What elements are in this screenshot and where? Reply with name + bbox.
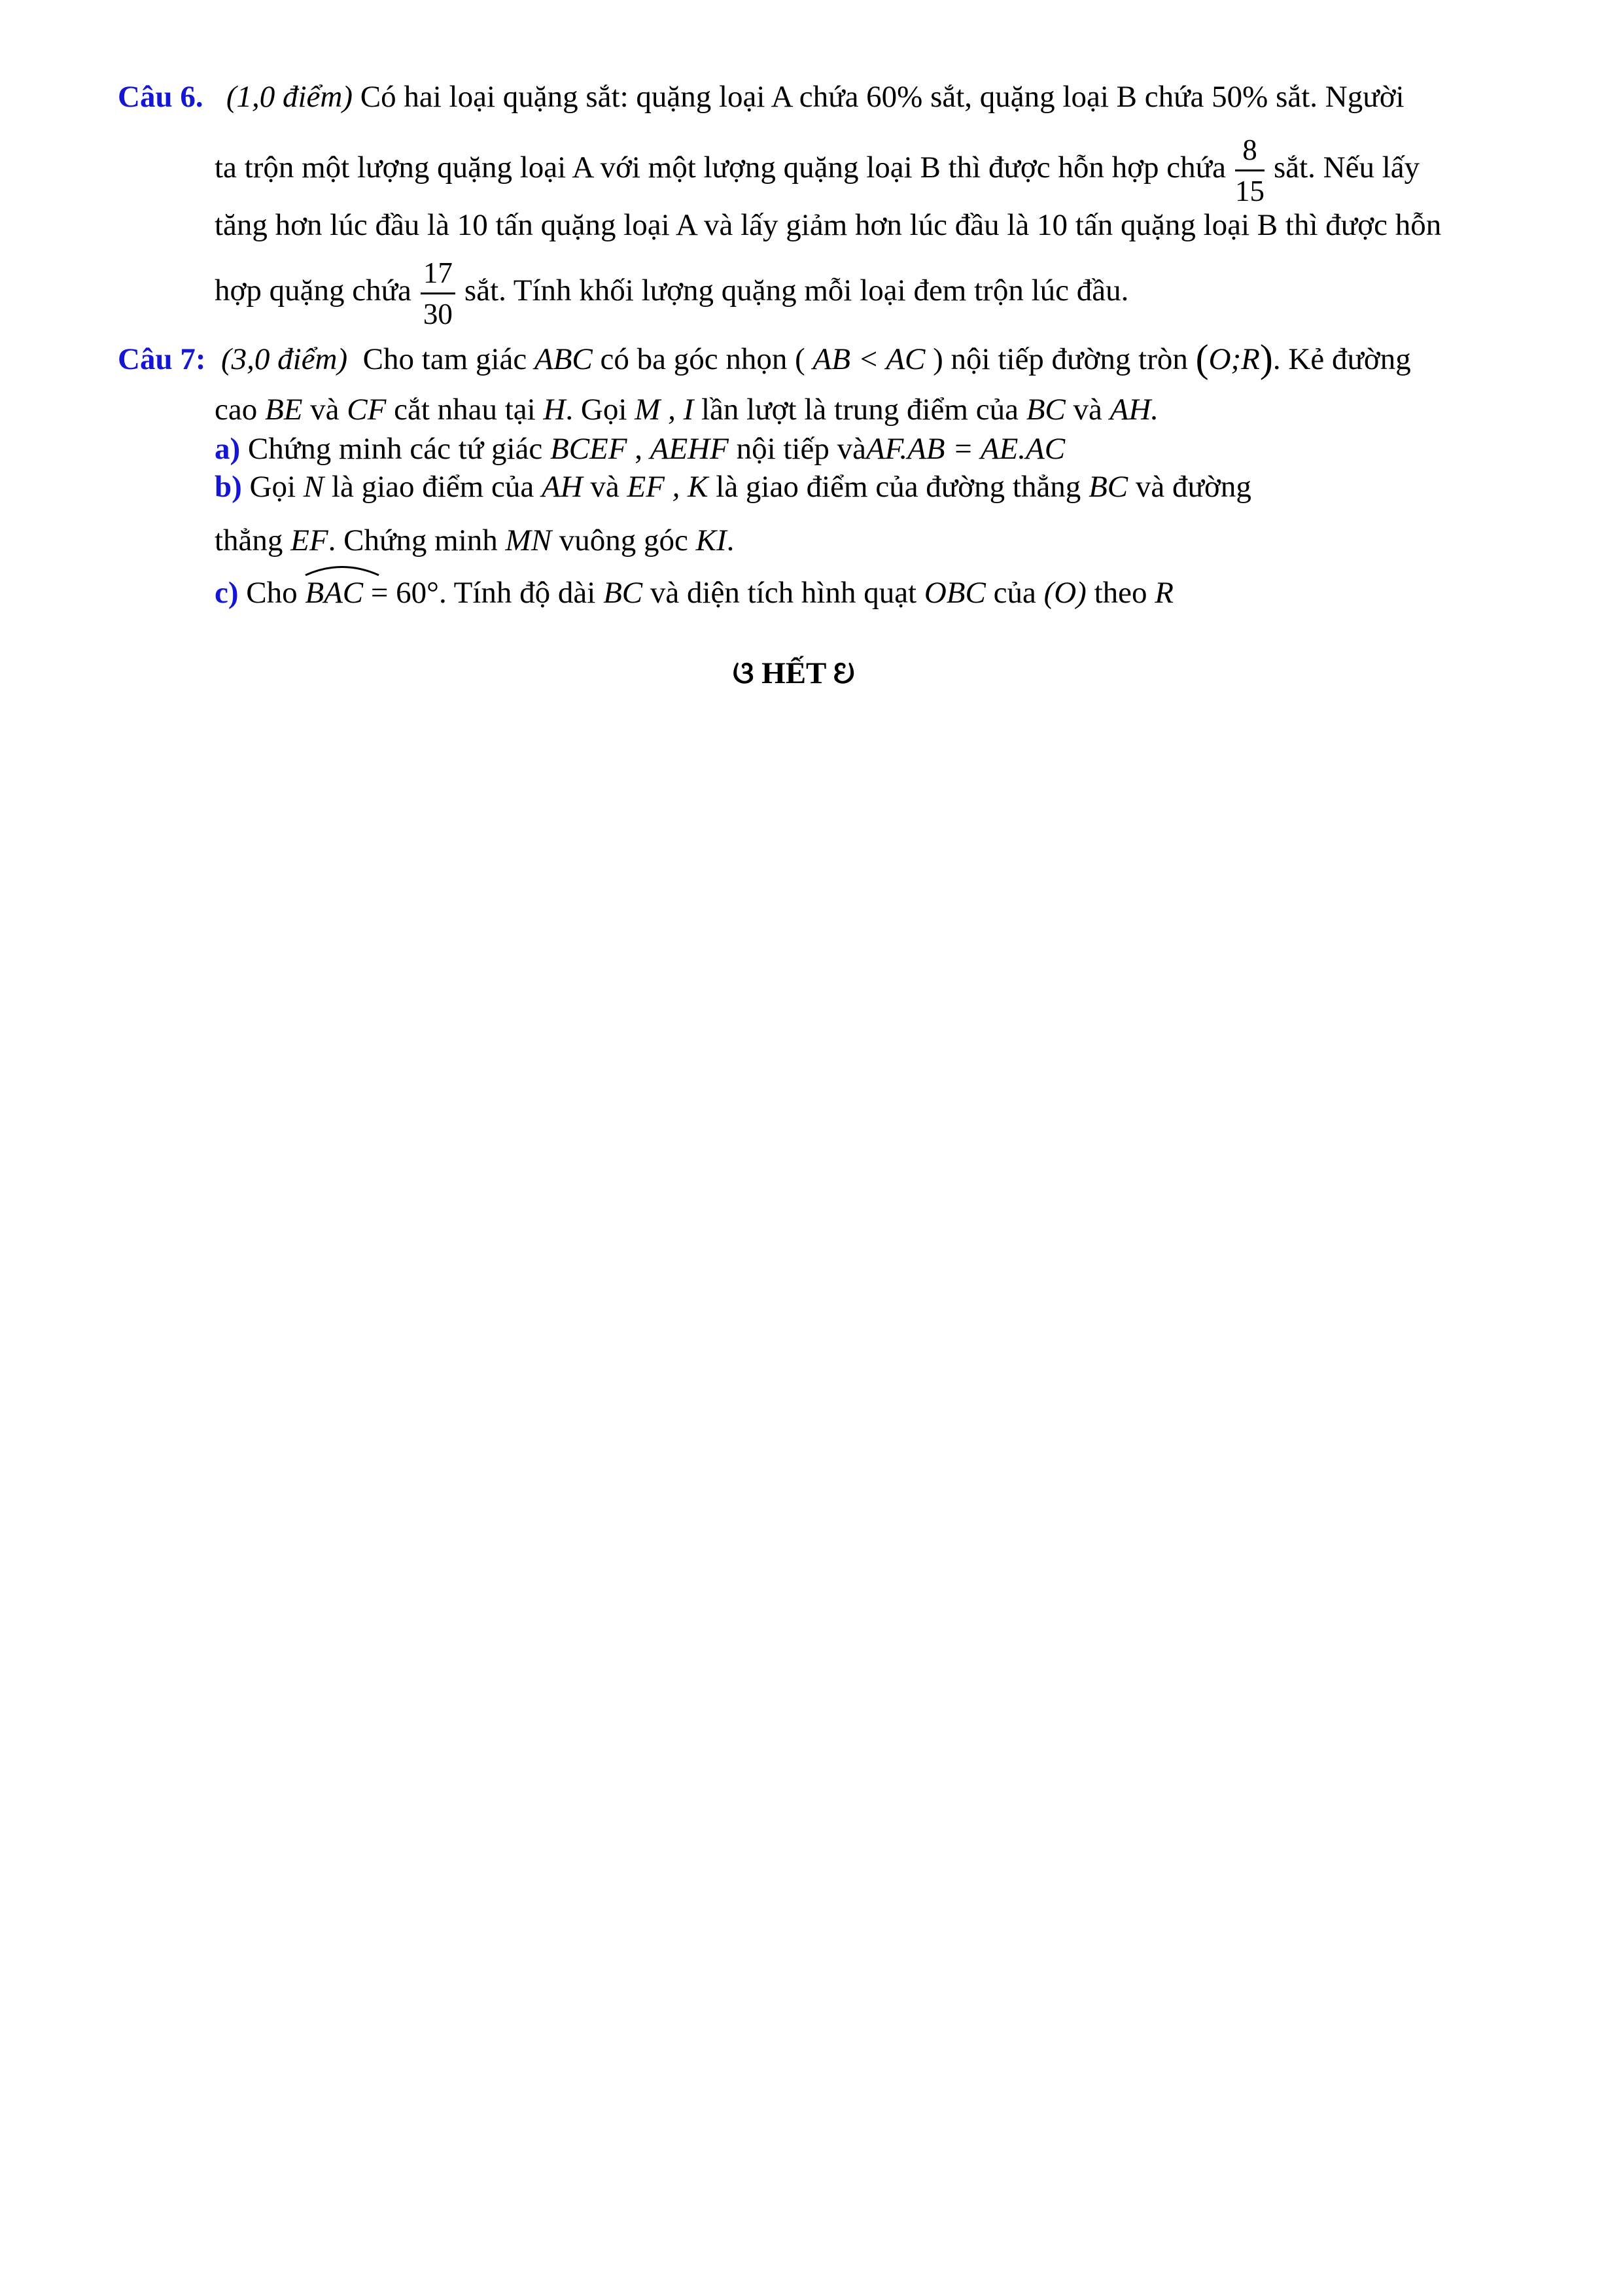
q7-text: Cho <box>246 576 298 610</box>
q7-math: H <box>543 393 566 427</box>
left-paren: ( <box>1195 337 1209 380</box>
part-c-label: c) <box>215 576 239 610</box>
q7-text: Gọi <box>249 470 296 504</box>
q6-fraction-1 <box>1235 132 1265 209</box>
q7-math: AH <box>541 470 583 504</box>
q6-text-4b: sắt. Tính khối lượng quặng mỗi loại đem trộn lúc đầu. <box>464 274 1129 308</box>
part-a-label: a) <box>215 432 241 466</box>
q7-math: CF <box>347 393 387 427</box>
q6-text-2b: sắt. Nếu lấy <box>1273 150 1420 185</box>
q7-text: lần lượt là trung điểm của <box>701 393 1019 427</box>
q7-text: ) nội tiếp đường tròn <box>933 342 1188 376</box>
q7-math: BAC <box>305 576 364 610</box>
right-paren: ) <box>1259 337 1273 380</box>
part-b-label: b) <box>215 470 242 504</box>
q7-part-b <box>215 467 1251 506</box>
q7-text: vuông góc <box>559 523 688 557</box>
q7-text: nội tiếp và <box>736 432 866 466</box>
q7-part-c <box>215 573 1174 612</box>
q6-text-4a: hợp quặng chứa <box>215 274 411 308</box>
q7-text: là giao điểm của <box>331 470 534 504</box>
q7-text: của <box>993 576 1036 610</box>
q7-text: . Gọi <box>565 393 627 427</box>
q7-math: OBC <box>924 576 986 610</box>
q7-part-b-line-2 <box>215 521 734 560</box>
q7-line-2 <box>215 390 1159 429</box>
end-text: HẾT <box>761 656 826 690</box>
q7-text: có ba góc nhọn ( <box>600 342 805 376</box>
q6-text-1: Có hai loại quặng sắt: quặng loại A chứa 60% sắt, quặng loại B chứa 50% sắt. Người <box>360 80 1405 114</box>
q7-math: (O) <box>1043 576 1087 610</box>
q7-text: thẳng <box>215 523 283 557</box>
q6-fraction-1-denominator: 15 <box>1234 174 1265 207</box>
q7-math: = 60° <box>370 576 439 610</box>
q7-part-a <box>215 429 1065 468</box>
q7-math: O;R <box>1208 342 1260 376</box>
end-marker <box>733 656 855 692</box>
q7-text: và <box>1073 393 1102 427</box>
q6-points: (1,0 điểm) <box>226 80 353 114</box>
q7-math: N <box>303 470 324 504</box>
q7-points: (3,0 điểm) <box>220 342 348 376</box>
q7-text: , <box>635 432 642 466</box>
q7-math: AEHF <box>650 432 729 466</box>
q7-text: Chứng minh các tứ giác <box>247 432 543 466</box>
q7-line-1 <box>118 339 1411 379</box>
q7-math: K <box>688 470 708 504</box>
left-ornament-icon: ଓ <box>733 656 754 690</box>
q7-math: BC <box>1089 470 1128 504</box>
q7-math: R <box>1155 576 1174 610</box>
q7-text: theo <box>1094 576 1147 610</box>
q7-text: . Tính độ dài <box>438 576 596 610</box>
q7-text: Cho tam giác <box>362 342 527 376</box>
q6-fraction-2-denominator: 30 <box>423 297 453 330</box>
q7-math: KI <box>695 523 727 557</box>
q7-text: . <box>726 523 735 557</box>
q7-math: MN <box>505 523 552 557</box>
q7-text: . Chứng minh <box>328 523 498 557</box>
angle-arc-symbol <box>305 573 363 612</box>
q6-line-4 <box>215 251 1128 332</box>
q7-math: EF , <box>627 470 680 504</box>
q7-math: AH. <box>1109 393 1159 427</box>
q7-text: và <box>590 470 620 504</box>
q7-math: BC <box>1026 393 1066 427</box>
q7-math: M , I <box>635 393 694 427</box>
q6-text-3: tăng hơn lúc đầu là 10 tấn quặng loại A và lấy giảm hơn lúc đầu là 10 tấn quặng loại B thì được hỗn <box>215 208 1442 242</box>
q7-label: Câu 7: <box>118 342 206 376</box>
q7-math: AB < AC <box>812 342 926 376</box>
q7-text: và diện tích hình quạt <box>650 576 917 610</box>
q7-text: . Kẻ đường <box>1272 342 1411 376</box>
q6-line-1 <box>118 77 1405 116</box>
q7-math: BCEF <box>550 432 627 466</box>
arc-icon <box>304 563 381 577</box>
q6-text-2a: ta trộn một lượng quặng loại A với một lượng quặng loại B thì được hỗn hợp chứa <box>215 150 1226 185</box>
q7-math: BC <box>603 576 643 610</box>
q7-text: và đường <box>1135 470 1251 504</box>
q7-text: cắt nhau tại <box>394 393 536 427</box>
q6-line-2 <box>215 128 1420 209</box>
q7-math: ABC <box>534 342 593 376</box>
q6-fraction-1-numerator: 8 <box>1235 132 1265 171</box>
q7-text: và <box>310 393 340 427</box>
q7-math: EF <box>290 523 328 557</box>
q7-text: cao <box>215 393 258 427</box>
q6-line-3 <box>215 205 1441 245</box>
q7-text: là giao điểm của đường thẳng <box>716 470 1081 504</box>
q6-fraction-2-numerator: 17 <box>421 255 455 294</box>
q6-fraction-2 <box>421 255 455 332</box>
q6-label: Câu 6. <box>118 80 203 114</box>
q7-math: AF.AB = AE.AC <box>865 432 1066 466</box>
q7-math: BE <box>264 393 303 427</box>
right-ornament-icon: ଓ <box>833 656 855 690</box>
